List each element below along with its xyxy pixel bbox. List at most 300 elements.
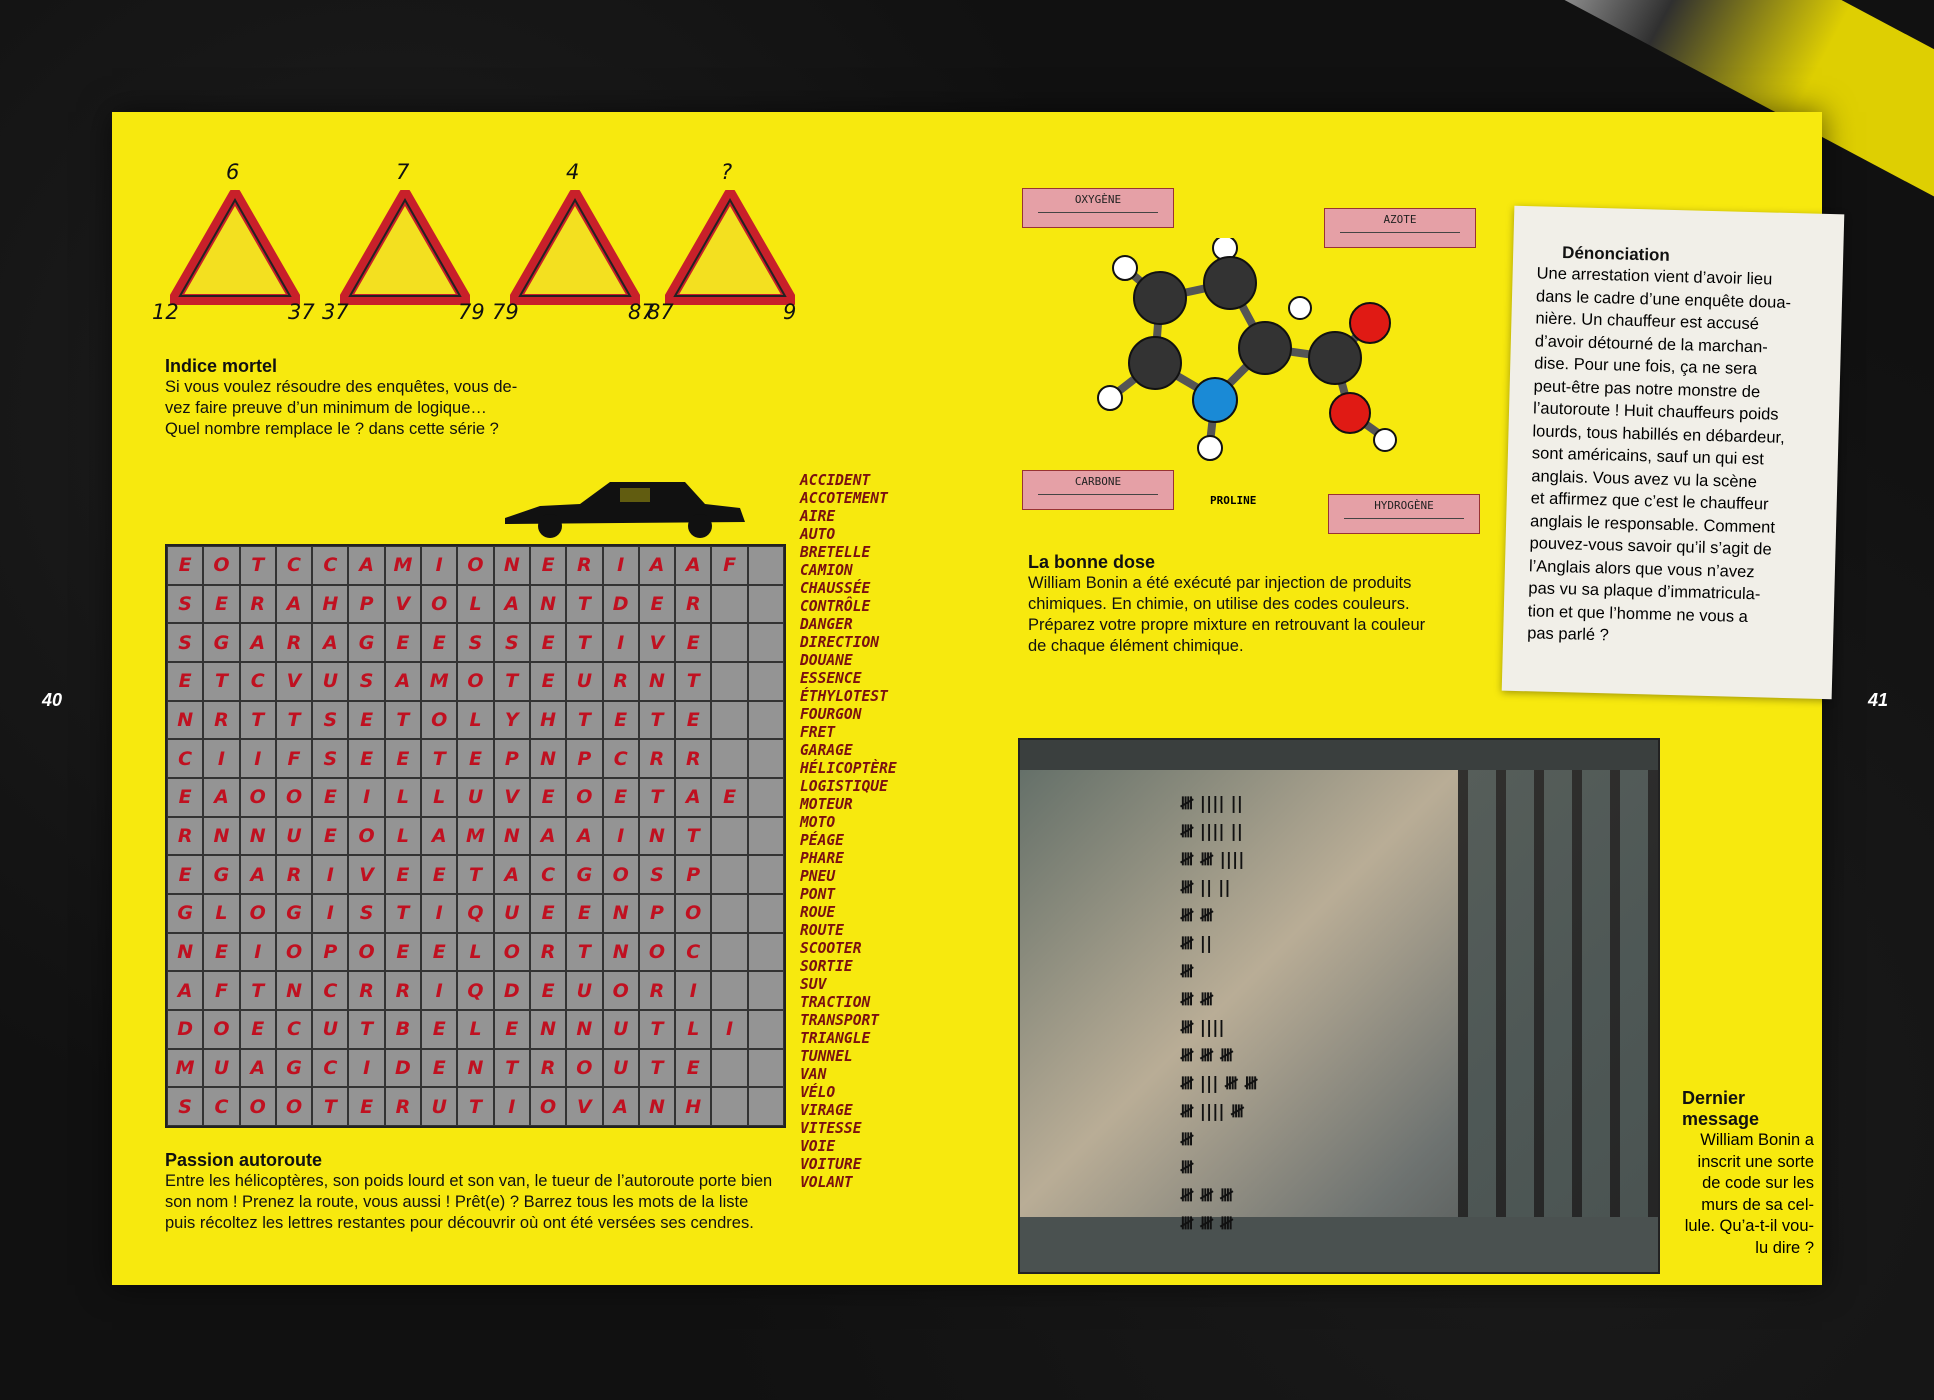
grid-cell: T: [312, 1087, 348, 1126]
tally-row: 𝍸: [1180, 1130, 1194, 1150]
sign-number-right: 9: [783, 300, 797, 324]
grid-cell: [748, 1049, 784, 1088]
grid-cell: I: [312, 855, 348, 894]
grid-cell: E: [203, 933, 239, 972]
grid-cell: A: [603, 1087, 639, 1126]
grid-cell: P: [348, 585, 384, 624]
sign-number-top: 6: [226, 160, 240, 184]
grid-cell: O: [348, 933, 384, 972]
grid-cell: I: [675, 971, 711, 1010]
grid-cell: [711, 817, 747, 856]
denonciation-line: pas vu sa plaque d’immatricula-: [1528, 579, 1761, 604]
grid-cell: N: [457, 1049, 493, 1088]
grid-cell: E: [312, 778, 348, 817]
grid-cell: [711, 585, 747, 624]
grid-cell: [711, 739, 747, 778]
denonciation-line: nière. Un chauffeur est accusé: [1535, 309, 1760, 334]
grid-cell: Q: [457, 971, 493, 1010]
grid-cell: [748, 662, 784, 701]
grid-cell: D: [603, 585, 639, 624]
grid-cell: E: [675, 623, 711, 662]
tally-row: 𝍸 𝍸 ||||: [1180, 850, 1245, 870]
grid-cell: V: [494, 778, 530, 817]
tally-row: 𝍸 || ||: [1180, 878, 1231, 898]
grid-cell: C: [312, 971, 348, 1010]
grid-cell: R: [566, 546, 602, 585]
grid-cell: L: [457, 933, 493, 972]
grid-cell: V: [348, 855, 384, 894]
page-number-right: 41: [1868, 690, 1889, 710]
word-list-item: MOTEUR: [800, 796, 853, 813]
word-list-item: PNEU: [800, 868, 836, 885]
grid-cell: I: [203, 739, 239, 778]
label-carbone: CARBONE: [1022, 470, 1174, 510]
grid-cell: U: [276, 817, 312, 856]
grid-cell: I: [603, 623, 639, 662]
grid-cell: G: [167, 894, 203, 933]
road-sign: [492, 160, 655, 330]
grid-cell: A: [240, 855, 276, 894]
grid-cell: G: [203, 623, 239, 662]
grid-cell: O: [639, 933, 675, 972]
grid-cell: O: [421, 701, 457, 740]
grid-cell: O: [240, 778, 276, 817]
grid-cell: A: [530, 817, 566, 856]
grid-cell: T: [385, 701, 421, 740]
grid-cell: G: [203, 855, 239, 894]
grid-cell: E: [421, 1049, 457, 1088]
proline-molecule-icon: [1080, 238, 1420, 488]
grid-cell: E: [421, 623, 457, 662]
grid-cell: [711, 894, 747, 933]
dernier-line: murs de sa cel-: [1701, 1195, 1814, 1214]
grid-cell: G: [276, 1049, 312, 1088]
passion-line: Entre les hélicoptères, son poids lourd et son van, le tueur de l’autoroute porte bien: [165, 1172, 773, 1190]
word-list-item: TRIANGLE: [800, 1030, 871, 1047]
grid-cell: N: [240, 817, 276, 856]
grid-cell: R: [276, 855, 312, 894]
sign-number-top: 4: [566, 160, 580, 184]
grid-cell: N: [603, 894, 639, 933]
word-list-item: TUNNEL: [800, 1048, 853, 1065]
grid-cell: [711, 971, 747, 1010]
label-oxygene: OXYGÈNE: [1022, 188, 1174, 228]
grid-cell: R: [675, 739, 711, 778]
grid-cell: V: [639, 623, 675, 662]
grid-cell: R: [639, 739, 675, 778]
word-list-item: GARAGE: [800, 742, 853, 759]
grid-cell: O: [203, 1010, 239, 1049]
grid-cell: A: [675, 778, 711, 817]
grid-cell: E: [494, 1010, 530, 1049]
grid-cell: R: [603, 662, 639, 701]
grid-cell: [748, 894, 784, 933]
grid-cell: S: [494, 623, 530, 662]
grid-cell: A: [494, 855, 530, 894]
dose-section: [1028, 552, 1425, 657]
grid-cell: N: [530, 739, 566, 778]
grid-cell: E: [167, 546, 203, 585]
grid-cell: V: [566, 1087, 602, 1126]
grid-cell: I: [348, 778, 384, 817]
sign-number-top: 7: [396, 160, 410, 184]
passion-section: [165, 1150, 772, 1234]
sign-number-top: ?: [721, 160, 733, 184]
denonciation-line: pas parlé ?: [1526, 624, 1610, 645]
dose-line: William Bonin a été exécuté par injection de produits: [1028, 574, 1412, 592]
grid-cell: N: [494, 546, 530, 585]
dernier-line: lule. Qu’a-t-il vou-: [1684, 1217, 1814, 1235]
grid-cell: G: [566, 855, 602, 894]
indice-section: [165, 356, 517, 440]
grid-cell: L: [457, 1010, 493, 1049]
word-list-item: DANGER: [800, 616, 853, 633]
grid-cell: M: [421, 662, 457, 701]
word-list-item: VOITURE: [800, 1156, 862, 1173]
grid-cell: [748, 585, 784, 624]
grid-cell: N: [639, 662, 675, 701]
sign-number-left: 87: [647, 300, 674, 324]
word-list-item: VIRAGE: [800, 1102, 853, 1119]
grid-cell: N: [603, 933, 639, 972]
word-list-item: VOIE: [800, 1138, 836, 1155]
grid-cell: E: [639, 585, 675, 624]
grid-cell: T: [240, 546, 276, 585]
word-list-item: FRET: [800, 724, 836, 741]
grid-cell: P: [566, 739, 602, 778]
grid-cell: U: [494, 894, 530, 933]
grid-cell: E: [385, 623, 421, 662]
tally-row: 𝍸 𝍸 𝍸: [1180, 1046, 1234, 1066]
grid-cell: M: [167, 1049, 203, 1088]
traffic-jam-sign-icon: [340, 190, 470, 305]
grid-cell: I: [603, 546, 639, 585]
grid-cell: F: [711, 546, 747, 585]
grid-cell: S: [167, 623, 203, 662]
word-list-item: SCOOTER: [800, 940, 862, 957]
grid-cell: C: [312, 1049, 348, 1088]
grid-cell: N: [566, 1010, 602, 1049]
grid-cell: S: [312, 739, 348, 778]
grid-cell: A: [240, 623, 276, 662]
grid-cell: T: [348, 1010, 384, 1049]
dernier-section: [1682, 1088, 1814, 1259]
word-list-item: AIRE: [800, 508, 836, 525]
falling-rocks-sign-icon: [665, 190, 795, 305]
tally-row: 𝍸 ||| 𝍸 𝍸: [1180, 1074, 1258, 1094]
grid-cell: E: [530, 894, 566, 933]
grid-cell: O: [276, 778, 312, 817]
word-list-item: DOUANE: [800, 652, 853, 669]
grid-cell: R: [348, 971, 384, 1010]
indice-line: Si vous voulez résoudre des enquêtes, vous de-: [165, 378, 518, 396]
grid-cell: A: [167, 971, 203, 1010]
grid-cell: O: [675, 894, 711, 933]
grid-cell: R: [639, 971, 675, 1010]
grid-cell: [711, 623, 747, 662]
grid-cell: O: [457, 546, 493, 585]
grid-cell: [748, 778, 784, 817]
grid-cell: O: [494, 933, 530, 972]
grid-cell: E: [167, 855, 203, 894]
grid-cell: L: [457, 701, 493, 740]
grid-cell: I: [312, 894, 348, 933]
grid-cell: O: [276, 1087, 312, 1126]
grid-cell: A: [276, 585, 312, 624]
grid-cell: S: [457, 623, 493, 662]
grid-cell: R: [385, 1087, 421, 1126]
road-sign: [322, 160, 485, 330]
page-number-left: 40: [42, 690, 63, 710]
grid-cell: T: [240, 971, 276, 1010]
grid-cell: S: [348, 894, 384, 933]
danger-sign-icon: [510, 190, 640, 305]
grid-cell: C: [276, 1010, 312, 1049]
grid-cell: F: [276, 739, 312, 778]
grid-cell: T: [276, 701, 312, 740]
grid-cell: T: [457, 1087, 493, 1126]
grid-cell: N: [167, 701, 203, 740]
grid-cell: [748, 1010, 784, 1049]
label-hydrogene: HYDROGÈNE: [1328, 494, 1480, 534]
grid-cell: E: [675, 701, 711, 740]
grid-cell: A: [385, 662, 421, 701]
grid-cell: S: [639, 855, 675, 894]
indice-line: vez faire preuve d’un minimum de logique…: [165, 399, 487, 417]
grid-cell: N: [639, 1087, 675, 1126]
grid-cell: A: [675, 546, 711, 585]
grid-cell: L: [203, 894, 239, 933]
grid-cell: I: [421, 971, 457, 1010]
dose-title: La bonne dose: [1028, 552, 1156, 572]
grid-cell: [711, 662, 747, 701]
grid-cell: U: [566, 971, 602, 1010]
grid-cell: R: [530, 1049, 566, 1088]
grid-cell: O: [348, 817, 384, 856]
grid-cell: O: [530, 1087, 566, 1126]
grid-cell: I: [711, 1010, 747, 1049]
grid-cell: I: [240, 933, 276, 972]
road-sign: [152, 160, 315, 330]
grid-cell: E: [167, 778, 203, 817]
grid-cell: B: [385, 1010, 421, 1049]
tally-row: 𝍸 |||| 𝍸: [1180, 1102, 1245, 1122]
dernier-title: message: [1682, 1109, 1760, 1129]
grid-cell: A: [421, 817, 457, 856]
grid-cell: H: [312, 585, 348, 624]
grid-cell: V: [276, 662, 312, 701]
grid-cell: [748, 971, 784, 1010]
grid-cell: M: [385, 546, 421, 585]
road-sign: [647, 160, 805, 330]
grid-cell: C: [530, 855, 566, 894]
grid-cell: R: [385, 971, 421, 1010]
grid-cell: C: [203, 1087, 239, 1126]
prison-bars: [1458, 740, 1658, 1272]
grid-cell: T: [566, 585, 602, 624]
grid-cell: A: [566, 817, 602, 856]
grid-cell: A: [203, 778, 239, 817]
grid-cell: E: [385, 855, 421, 894]
grid-cell: [748, 623, 784, 662]
dernier-line: William Bonin a: [1700, 1131, 1814, 1149]
grid-cell: [748, 817, 784, 856]
grid-cell: C: [240, 662, 276, 701]
word-list-item: VÉLO: [800, 1084, 836, 1101]
sign-number-left: 37: [322, 300, 349, 324]
grid-cell: [748, 546, 784, 585]
grid-cell: C: [603, 739, 639, 778]
slippery-road-sign-icon: [170, 190, 300, 305]
grid-cell: I: [240, 739, 276, 778]
grid-cell: R: [167, 817, 203, 856]
sign-number-right: 37: [288, 300, 315, 324]
grid-cell: O: [421, 585, 457, 624]
grid-cell: E: [675, 1049, 711, 1088]
sign-number-right: 79: [458, 300, 485, 324]
grid-cell: E: [421, 933, 457, 972]
tally-row: 𝍸 𝍸 𝍸: [1180, 1186, 1234, 1206]
word-list-item: MOTO: [800, 814, 836, 831]
word-list-item: CAMION: [800, 562, 853, 579]
grid-cell: E: [711, 778, 747, 817]
grid-cell: [711, 1049, 747, 1088]
grid-cell: [748, 933, 784, 972]
sign-number-left: 79: [492, 300, 519, 324]
grid-cell: T: [240, 701, 276, 740]
denonciation-line: anglais le responsable. Comment: [1529, 511, 1776, 537]
grid-cell: O: [203, 546, 239, 585]
label-azote: AZOTE: [1324, 208, 1476, 248]
grid-cell: S: [167, 1087, 203, 1126]
grid-cell: Y: [494, 701, 530, 740]
tally-row: 𝍸 |||| ||: [1180, 822, 1243, 842]
grid-cell: O: [240, 894, 276, 933]
grid-cell: E: [167, 662, 203, 701]
grid-cell: E: [348, 739, 384, 778]
grid-cell: N: [203, 817, 239, 856]
grid-cell: T: [494, 1049, 530, 1088]
grid-cell: E: [530, 662, 566, 701]
tally-row: 𝍸 ||: [1180, 934, 1213, 954]
grid-cell: E: [421, 855, 457, 894]
grid-cell: N: [167, 933, 203, 972]
grid-cell: O: [566, 778, 602, 817]
word-list-item: PHARE: [800, 850, 844, 867]
denonciation-line: anglais. Vous avez vu la scène: [1531, 466, 1758, 491]
grid-cell: C: [276, 546, 312, 585]
grid-cell: O: [603, 855, 639, 894]
tally-row: 𝍸: [1180, 962, 1194, 982]
grid-cell: H: [530, 701, 566, 740]
grid-cell: I: [603, 817, 639, 856]
grid-cell: O: [457, 662, 493, 701]
grid-cell: T: [566, 933, 602, 972]
word-list-item: ROUE: [800, 904, 836, 921]
sign-number-left: 12: [152, 300, 179, 324]
grid-cell: I: [421, 894, 457, 933]
grid-cell: N: [494, 817, 530, 856]
word-list-item: VITESSE: [800, 1120, 862, 1137]
tally-row: 𝍸 |||| ||: [1180, 794, 1243, 814]
denonciation-line: dans le cadre d’une enquête doua-: [1535, 286, 1792, 312]
tally-marks: [1180, 790, 1258, 1238]
grid-cell: U: [603, 1049, 639, 1088]
passion-line: puis récoltez les lettres restantes pour découvrir où ont été versées ses cendres.: [165, 1214, 754, 1232]
grid-cell: R: [675, 585, 711, 624]
denonciation-line: tion et que l’homme ne vous a: [1527, 601, 1749, 626]
word-list: [800, 472, 897, 1192]
grid-cell: L: [675, 1010, 711, 1049]
word-list-item: LOGISTIQUE: [800, 778, 888, 795]
word-list-item: SORTIE: [800, 958, 853, 975]
grid-cell: T: [566, 623, 602, 662]
grid-cell: P: [494, 739, 530, 778]
denonciation-title: Dénonciation: [1561, 243, 1671, 265]
grid-cell: R: [530, 933, 566, 972]
grid-cell: [711, 1087, 747, 1126]
grid-cell: V: [385, 585, 421, 624]
grid-cell: E: [312, 817, 348, 856]
tally-row: 𝍸 ||||: [1180, 1018, 1225, 1038]
indice-title: Indice mortel: [165, 356, 278, 376]
grid-cell: E: [348, 701, 384, 740]
denonciation-line: pouvez-vous savoir qu’il s’agit de: [1529, 534, 1772, 559]
grid-cell: M: [457, 817, 493, 856]
word-list-item: VAN: [800, 1066, 827, 1083]
word-list-item: CONTRÔLE: [800, 598, 871, 615]
word-list-item: ÉTHYLOTEST: [800, 688, 888, 705]
grid-cell: D: [385, 1049, 421, 1088]
word-list-item: AUTO: [800, 526, 836, 543]
indice-line: Quel nombre remplace le ? dans cette série ?: [165, 420, 499, 438]
grid-cell: D: [494, 971, 530, 1010]
grid-cell: L: [421, 778, 457, 817]
grid-cell: N: [530, 585, 566, 624]
grid-cell: T: [457, 855, 493, 894]
word-list-item: ACCOTEMENT: [800, 490, 888, 507]
grid-cell: [711, 701, 747, 740]
dernier-line: lu dire ?: [1755, 1238, 1814, 1257]
dernier-line: de code sur les: [1702, 1174, 1814, 1192]
word-list-item: DIRECTION: [800, 634, 880, 651]
grid-cell: A: [240, 1049, 276, 1088]
passion-title: Passion autoroute: [165, 1150, 323, 1170]
grid-cell: T: [421, 739, 457, 778]
grid-cell: E: [421, 1010, 457, 1049]
denonciation-line: et affirmez que c’est le chauffeur: [1530, 489, 1769, 514]
grid-cell: P: [312, 933, 348, 972]
grid-cell: [748, 739, 784, 778]
grid-cell: E: [348, 1087, 384, 1126]
grid-cell: U: [312, 662, 348, 701]
grid-cell: C: [312, 546, 348, 585]
grid-cell: P: [675, 855, 711, 894]
grid-cell: T: [566, 701, 602, 740]
grid-cell: O: [276, 933, 312, 972]
tally-row: 𝍸 𝍸 𝍸: [1180, 1214, 1234, 1234]
grid-cell: U: [566, 662, 602, 701]
grid-cell: E: [457, 739, 493, 778]
denonciation-line: l’autoroute ! Huit chauffeurs poids: [1532, 399, 1779, 424]
grid-cell: E: [530, 971, 566, 1010]
grid-cell: Q: [457, 894, 493, 933]
grid-cell: F: [203, 971, 239, 1010]
prison-cell-image: [1018, 738, 1660, 1274]
grid-cell: T: [675, 662, 711, 701]
grid-cell: E: [530, 546, 566, 585]
grid-cell: H: [675, 1087, 711, 1126]
